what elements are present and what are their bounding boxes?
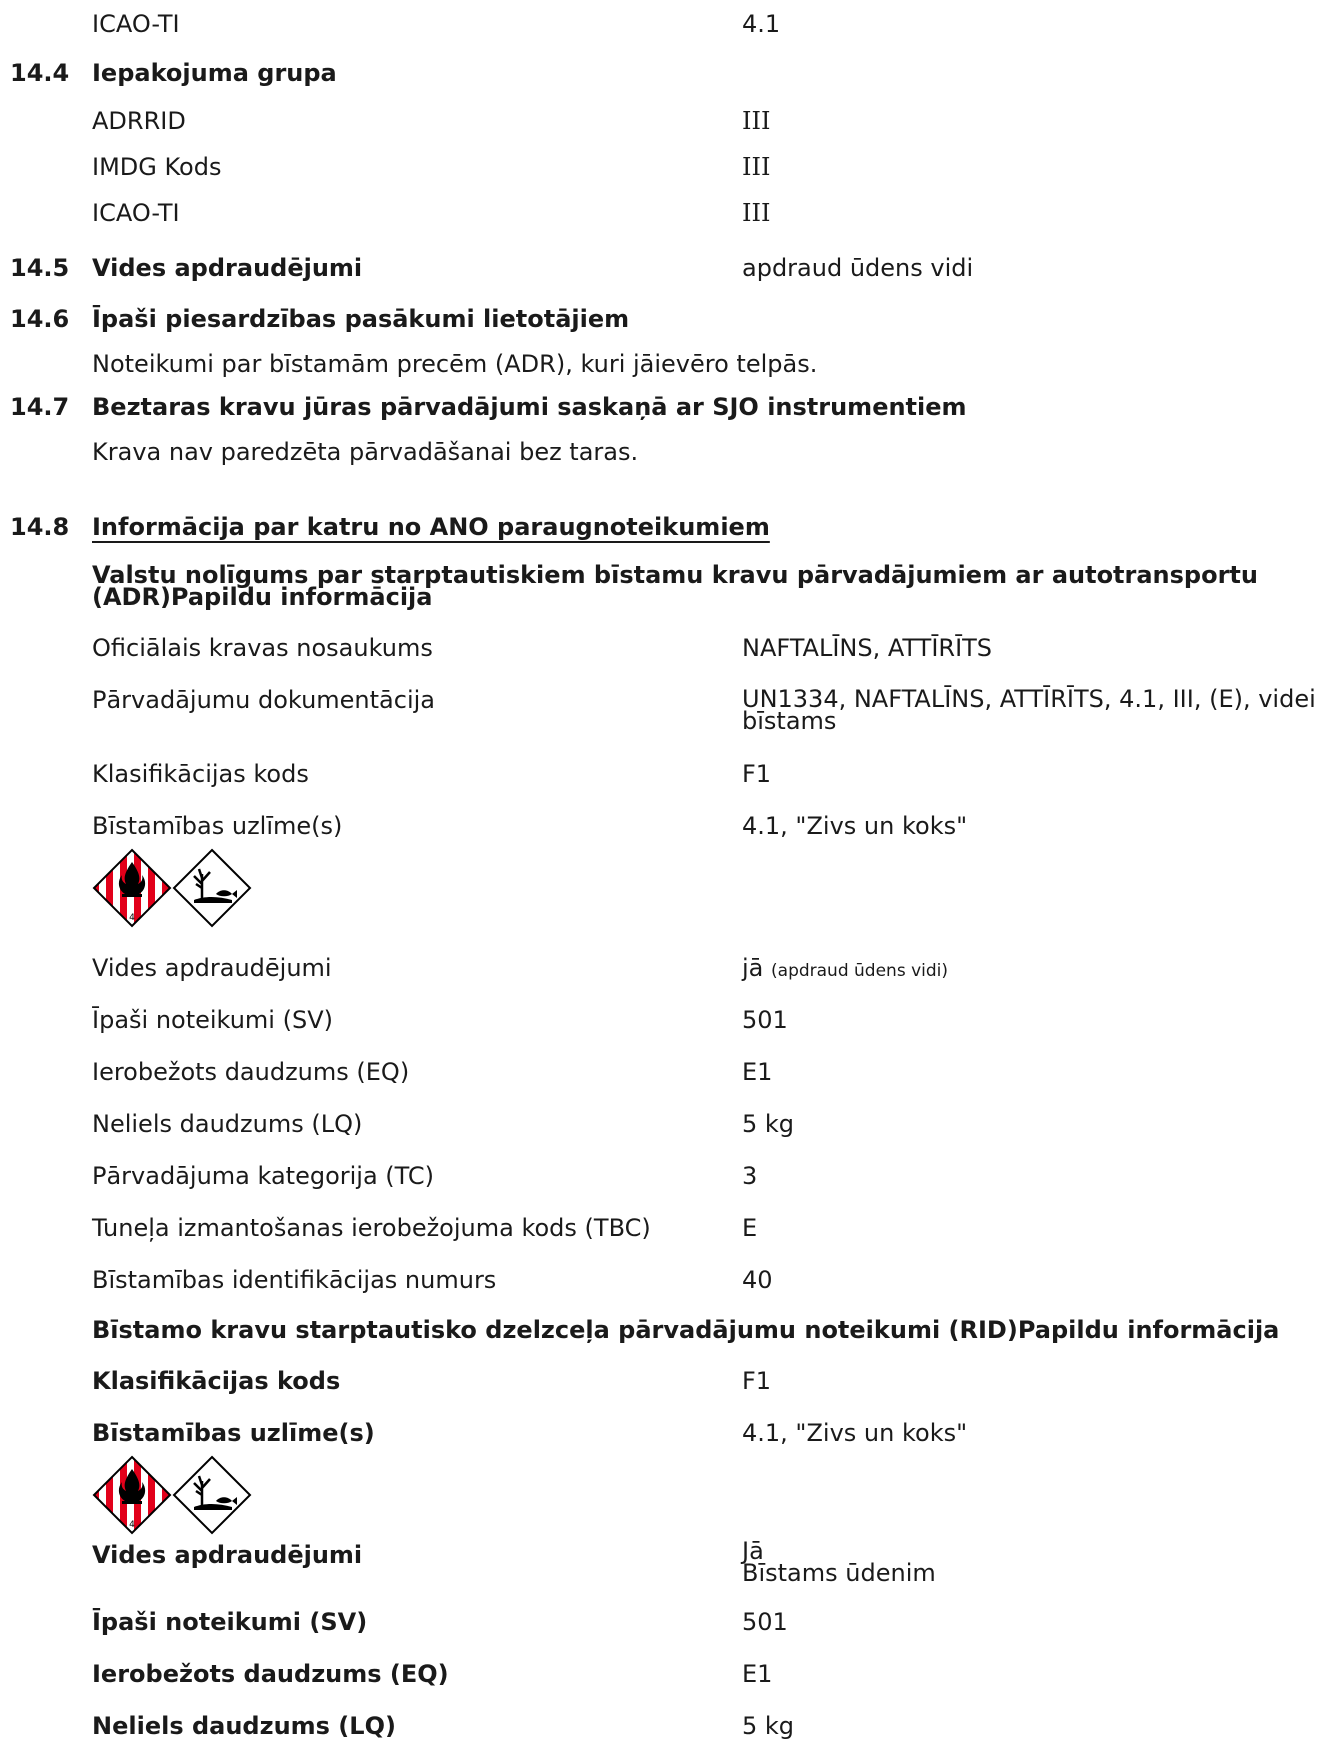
limited-quantity-value: 5 kg	[742, 1110, 795, 1138]
packing-group-value: III	[742, 199, 771, 227]
hazard-labels-value: 4.1, "Zivs un koks"	[742, 812, 968, 840]
section-text-14-7: Krava nav paredzēta pārvadāšanai bez taras.	[92, 438, 639, 466]
rid-pictograms	[92, 1455, 252, 1535]
env-hazard-water: Bīstams ūdenim	[742, 1559, 936, 1587]
packing-group-value: III	[742, 153, 771, 181]
transport-category-value: 3	[742, 1162, 758, 1190]
tunnel-code-value: E	[742, 1214, 758, 1242]
documentation-label: Pārvadājumu dokumentācija	[92, 686, 435, 714]
limited-quantity-label: Neliels daudzums (LQ)	[92, 1110, 363, 1138]
flammable-solid-icon	[94, 850, 170, 926]
shipping-name-value: NAFTALĪNS, ATTĪRĪTS	[742, 634, 993, 662]
documentation-value: UN1334, NAFTALĪNS, ATTĪRĪTS, 4.1, III, (E), videi bīstams	[742, 685, 1316, 735]
icao-ti-value: 4.1	[742, 10, 781, 38]
env-hazard-note: (apdraud ūdens vidi)	[771, 961, 949, 981]
env-hazard-label: Vides apdraudējumi	[92, 1541, 363, 1569]
packing-group-value: III	[742, 107, 771, 135]
special-provisions-label: Īpaši noteikumi (SV)	[92, 1608, 368, 1636]
section-title-14-5: Vides apdraudējumi	[92, 254, 363, 282]
section-title-14-8: Informācija par katru no ANO paraugnoteikumiem	[92, 513, 770, 541]
excepted-quantity-value: E1	[742, 1660, 773, 1688]
transport-category-label: Pārvadājuma kategorija (TC)	[92, 1162, 435, 1190]
icao-ti-label: ICAO-TI	[92, 10, 180, 38]
classification-code-value: F1	[742, 1367, 772, 1395]
env-hazard-label: Vides apdraudējumi	[92, 954, 332, 982]
adr-heading: Valstu nolīgums par starptautiskiem bīstamu kravu pārvadājumiem ar autotransportu (ADR)Papildu informācija	[92, 561, 1258, 611]
hazard-labels-label: Bīstamības uzlīme(s)	[92, 1419, 375, 1447]
excepted-quantity-value: E1	[742, 1058, 773, 1086]
classification-code-label: Klasifikācijas kods	[92, 760, 309, 788]
section-text-14-6: Noteikumi par bīstamām precēm (ADR), kuri jāievēro telpās.	[92, 350, 818, 378]
special-provisions-label: Īpaši noteikumi (SV)	[92, 1006, 333, 1034]
section-title-14-4: Iepakojuma grupa	[92, 59, 337, 87]
flammable-solid-icon	[94, 1457, 170, 1533]
special-provisions-value: 501	[742, 1608, 788, 1636]
special-provisions-value: 501	[742, 1006, 788, 1034]
env-hazard-yes: Jā	[742, 1537, 764, 1565]
packing-group-label: ADRRID	[92, 107, 186, 135]
environment-hazard-icon	[174, 1457, 250, 1533]
section-number-14-7: 14.7	[10, 393, 70, 421]
environment-hazard-icon	[174, 850, 250, 926]
env-hazard-yes: jā	[742, 954, 764, 982]
shipping-name-label: Oficiālais kravas nosaukums	[92, 634, 433, 662]
limited-quantity-label: Neliels daudzums (LQ)	[92, 1712, 396, 1740]
limited-quantity-value: 5 kg	[742, 1712, 795, 1740]
packing-group-label: ICAO-TI	[92, 199, 180, 227]
section-title-14-7: Beztaras kravu jūras pārvadājumi saskaņā ar SJO instrumentiem	[92, 393, 967, 421]
adr-pictograms	[92, 848, 252, 928]
tunnel-code-label: Tuneļa izmantošanas ierobežojuma kods (TBC)	[92, 1214, 651, 1242]
excepted-quantity-label: Ierobežots daudzums (EQ)	[92, 1660, 449, 1688]
section-number-14-6: 14.6	[10, 305, 70, 333]
env-hazard-value	[742, 954, 948, 985]
section-number-14-8: 14.8	[10, 513, 70, 541]
section-title-14-6: Īpaši piesardzības pasākumi lietotājiem	[92, 305, 630, 333]
classification-code-label: Klasifikācijas kods	[92, 1367, 341, 1395]
hazard-labels-label: Bīstamības uzlīme(s)	[92, 812, 343, 840]
env-hazard-value: apdraud ūdens vidi	[742, 254, 974, 282]
hazard-id-number-value: 40	[742, 1266, 773, 1294]
packing-group-label: IMDG Kods	[92, 153, 222, 181]
hazard-id-number-label: Bīstamības identifikācijas numurs	[92, 1266, 497, 1294]
excepted-quantity-label: Ierobežots daudzums (EQ)	[92, 1058, 410, 1086]
classification-code-value: F1	[742, 760, 772, 788]
rid-heading: Bīstamo kravu starptautisko dzelzceļa pārvadājumu noteikumi (RID)Papildu informācija	[92, 1316, 1280, 1344]
hazard-labels-value: 4.1, "Zivs un koks"	[742, 1419, 968, 1447]
section-number-14-4: 14.4	[10, 59, 70, 87]
section-number-14-5: 14.5	[10, 254, 70, 282]
